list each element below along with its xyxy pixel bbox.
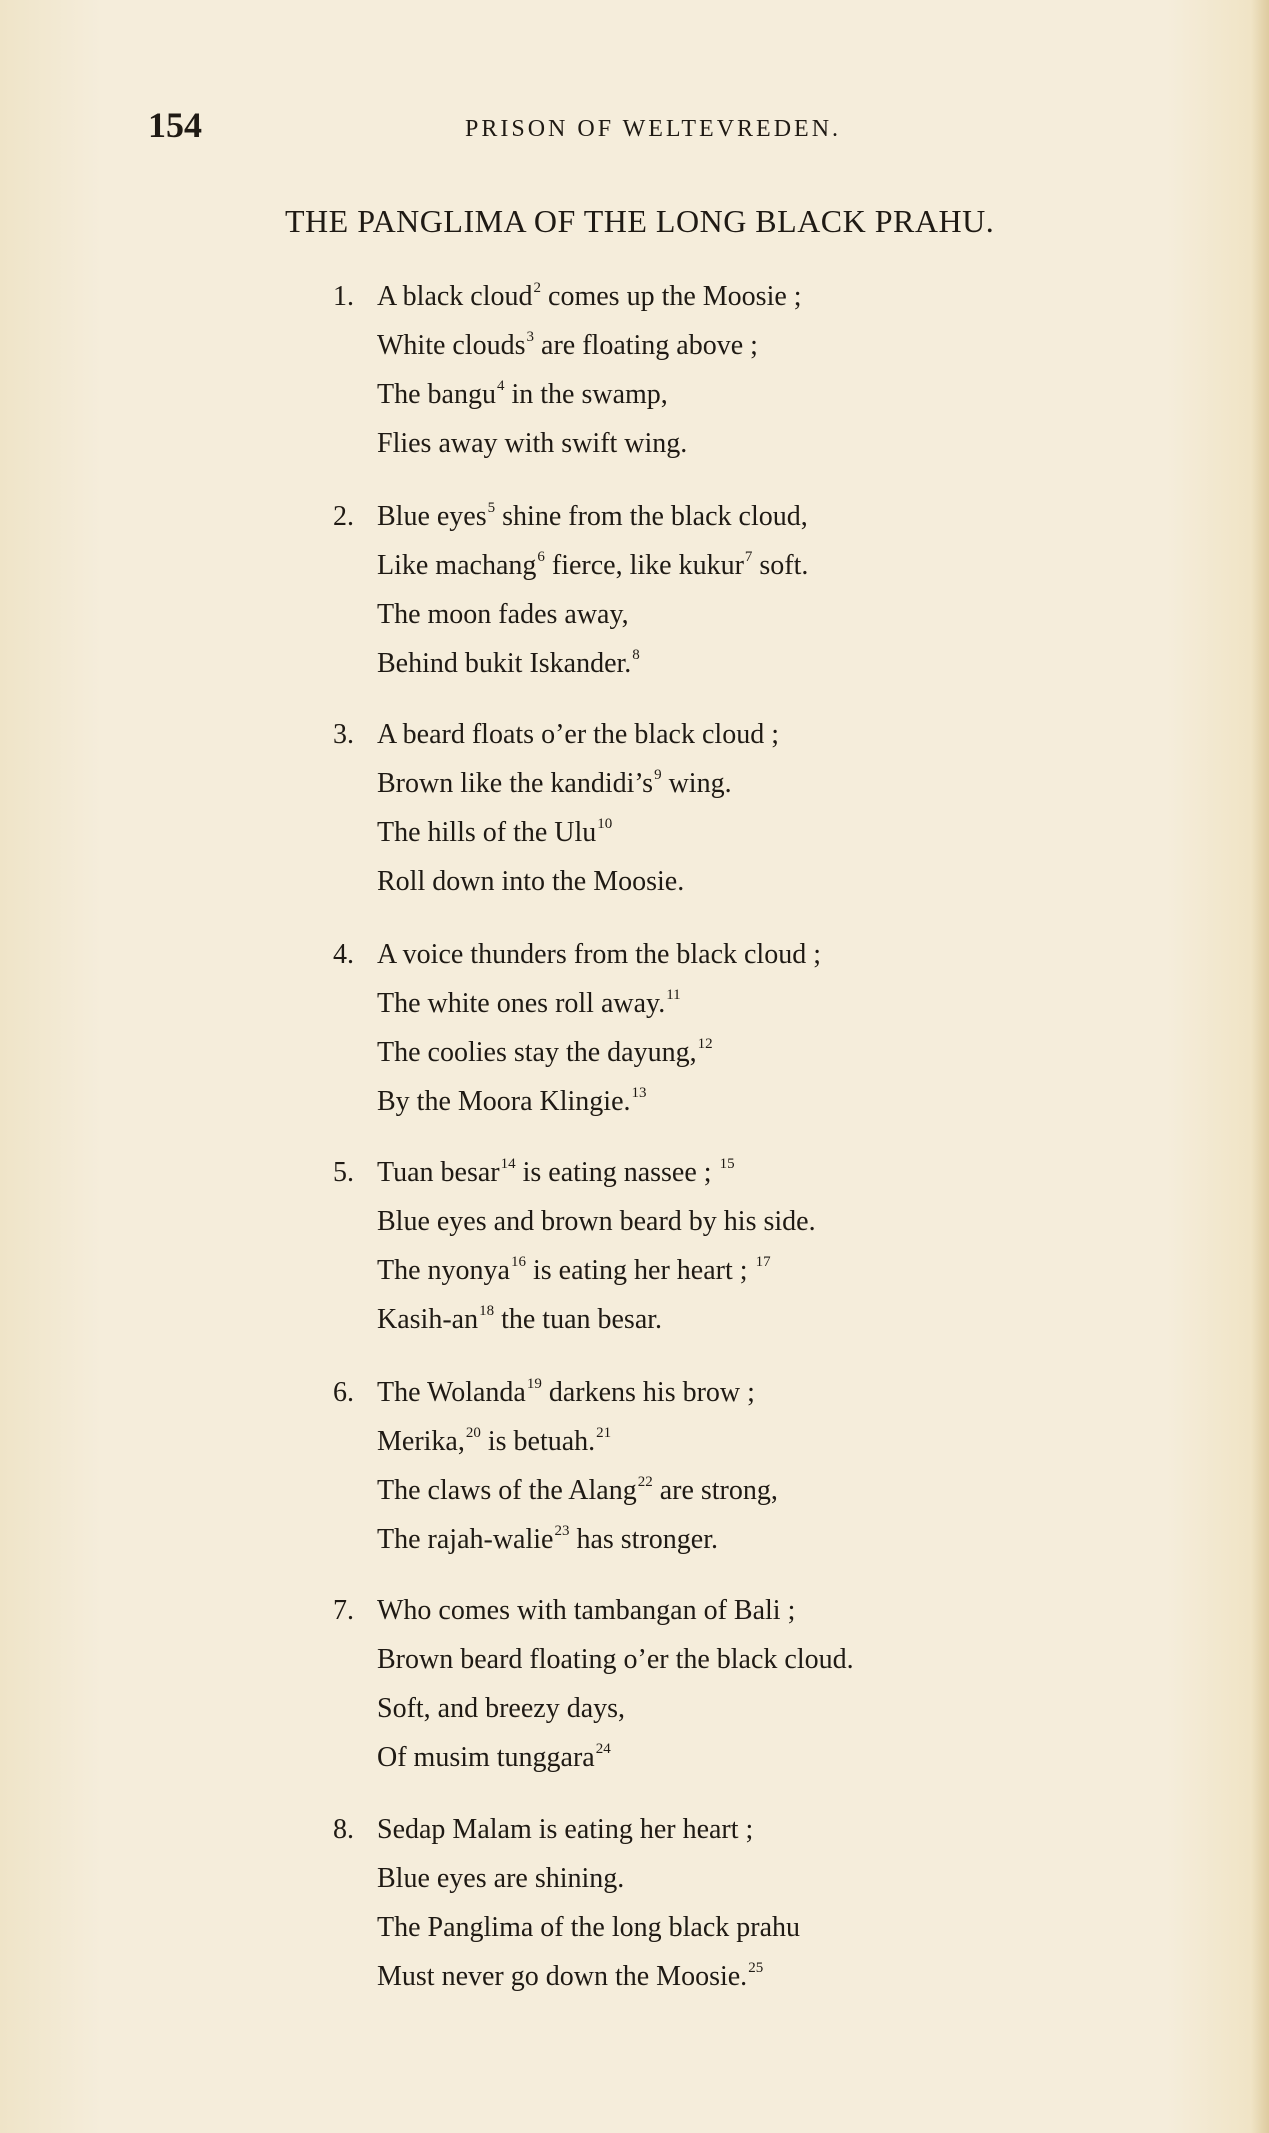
footnote-marker: 12	[697, 1036, 713, 1052]
line-text: Tuan besar	[377, 1157, 500, 1188]
footnote-marker: 5	[487, 500, 496, 516]
line-text: The Wolanda	[377, 1377, 526, 1408]
footnote-marker: 3	[526, 329, 535, 345]
poem-line	[377, 1586, 795, 1635]
line-text: The moon fades away,	[377, 599, 629, 630]
line-text: Brown beard floating o’er the black cloud.	[377, 1644, 854, 1675]
poem-line	[377, 1733, 611, 1787]
poem-line	[377, 808, 612, 862]
poem-line	[377, 321, 758, 375]
footnote-marker: 16	[510, 1254, 526, 1270]
footnote-marker: 25	[748, 1960, 764, 1976]
line-text: has stronger.	[569, 1524, 718, 1555]
line-text: The Panglima of the long black prahu	[377, 1912, 800, 1943]
line-text: A beard floats o’er the black cloud ;	[377, 719, 779, 750]
poem-line	[377, 1952, 763, 2006]
stanza-number: 3.	[333, 719, 354, 750]
line-text: wing.	[661, 768, 732, 799]
poem-line	[377, 590, 629, 639]
poem-line	[377, 1295, 662, 1349]
footnote-marker: 20	[465, 1425, 481, 1441]
line-text: Soft, and breezy days,	[377, 1693, 626, 1724]
line-text: Sedap Malam is eating her heart ;	[377, 1814, 754, 1845]
line-text: darkens his brow ;	[541, 1377, 755, 1408]
footnote-marker: 17	[755, 1254, 771, 1270]
line-text: is eating her heart ;	[525, 1255, 755, 1286]
line-text: Brown like the kandidi’s	[377, 768, 654, 799]
line-text: Blue eyes and brown beard by his side.	[377, 1206, 816, 1237]
line-text: are strong,	[652, 1475, 778, 1506]
line-text: The claws of the Alang	[377, 1475, 637, 1506]
line-text: Kasih-an	[377, 1304, 479, 1335]
line-text: fierce, like kukur	[544, 550, 744, 581]
line-text: Blue eyes	[377, 501, 487, 532]
poem-line	[377, 1466, 778, 1520]
line-text: The coolies stay the dayung,	[377, 1037, 697, 1068]
poem-line	[377, 1246, 771, 1300]
line-text: White clouds	[377, 330, 526, 361]
footnote-marker: 23	[554, 1523, 570, 1539]
poem-line	[377, 541, 808, 595]
footnote-marker: 7	[744, 549, 753, 565]
line-text: Like machang	[377, 550, 537, 581]
poem-line	[377, 759, 732, 813]
line-text: The nyonya	[377, 1255, 510, 1286]
poem-line	[377, 492, 808, 546]
poem-line	[377, 1903, 800, 1952]
poem-line	[377, 1077, 647, 1131]
poem-line	[377, 1854, 624, 1903]
footnote-marker: 8	[632, 647, 640, 663]
line-text: are floating above ;	[534, 330, 758, 361]
poem-line	[377, 1684, 625, 1733]
footnote-marker: 19	[526, 1376, 542, 1392]
poem-line	[377, 272, 802, 326]
stanza-number: 8.	[333, 1814, 354, 1845]
poem-line	[377, 930, 821, 979]
footnote-marker: 14	[500, 1156, 516, 1172]
line-text: Behind bukit Iskander.	[377, 648, 632, 679]
line-text: Must never go down the Moosie.	[377, 1961, 748, 1992]
line-text: in the swamp,	[504, 379, 668, 410]
footnote-marker: 18	[479, 1303, 495, 1319]
line-text: comes up the Moosie ;	[541, 281, 802, 312]
footnote-marker: 9	[654, 767, 662, 783]
footnote-marker: 24	[595, 1741, 611, 1757]
running-head: PRISON OF WELTEVREDEN.	[465, 116, 842, 142]
line-text: the tuan besar.	[494, 1304, 663, 1335]
footnote-marker: 2	[533, 280, 542, 296]
line-text: A voice thunders from the black cloud ;	[377, 939, 821, 970]
line-text: The hills of the Ulu	[377, 817, 597, 848]
poem-line	[377, 1635, 854, 1684]
line-text: A black cloud	[377, 281, 533, 312]
line-text: shine from the black cloud,	[495, 501, 808, 532]
stanza-number: 1.	[333, 281, 354, 312]
line-text: Of musim tunggara	[377, 1742, 595, 1773]
footnote-marker: 4	[496, 378, 505, 394]
poem-line	[377, 639, 640, 693]
line-text: is eating nassee ;	[515, 1157, 719, 1188]
stanza-number: 6.	[333, 1377, 354, 1408]
poem-line	[377, 1197, 816, 1246]
footnote-marker: 21	[596, 1425, 612, 1441]
stanza-number: 7.	[333, 1595, 354, 1626]
poem-line	[377, 1417, 611, 1471]
line-text: The bangu	[377, 379, 496, 410]
line-text: is betuah.	[480, 1426, 596, 1457]
line-text: Roll down into the Moosie.	[377, 866, 685, 897]
line-text: By the Moora Klingie.	[377, 1086, 631, 1117]
poem-line	[377, 419, 687, 468]
stanza-number: 2.	[333, 501, 354, 532]
poem-line	[377, 1805, 753, 1854]
footnote-marker: 11	[666, 987, 681, 1003]
poem-line	[377, 370, 668, 424]
poem-line	[377, 1028, 713, 1082]
line-text: Blue eyes are shining.	[377, 1863, 625, 1894]
footnote-marker: 10	[597, 816, 613, 832]
footnote-marker: 22	[637, 1474, 653, 1490]
footnote-marker: 15	[719, 1156, 735, 1172]
line-text: The white ones roll away.	[377, 988, 666, 1019]
footnote-marker: 6	[537, 549, 545, 565]
poem-line	[377, 1368, 755, 1422]
poem-line	[377, 710, 779, 759]
line-text: The rajah-walie	[377, 1524, 554, 1555]
line-text: soft.	[752, 550, 809, 581]
poem-title: THE PANGLIMA OF THE LONG BLACK PRAHU.	[285, 203, 995, 239]
poem-line	[377, 1148, 735, 1202]
poem-line	[377, 1515, 718, 1569]
line-text: Merika,	[377, 1426, 465, 1457]
poem-line	[377, 979, 681, 1033]
line-text: Flies away with swift wing.	[377, 428, 688, 459]
stanza-number: 5.	[333, 1157, 354, 1188]
stanza-number: 4.	[333, 939, 354, 970]
line-text: Who comes with tambangan of Bali ;	[377, 1595, 796, 1626]
footnote-marker: 13	[631, 1085, 647, 1101]
page-number: 154	[148, 105, 202, 145]
poem-line	[377, 857, 684, 906]
